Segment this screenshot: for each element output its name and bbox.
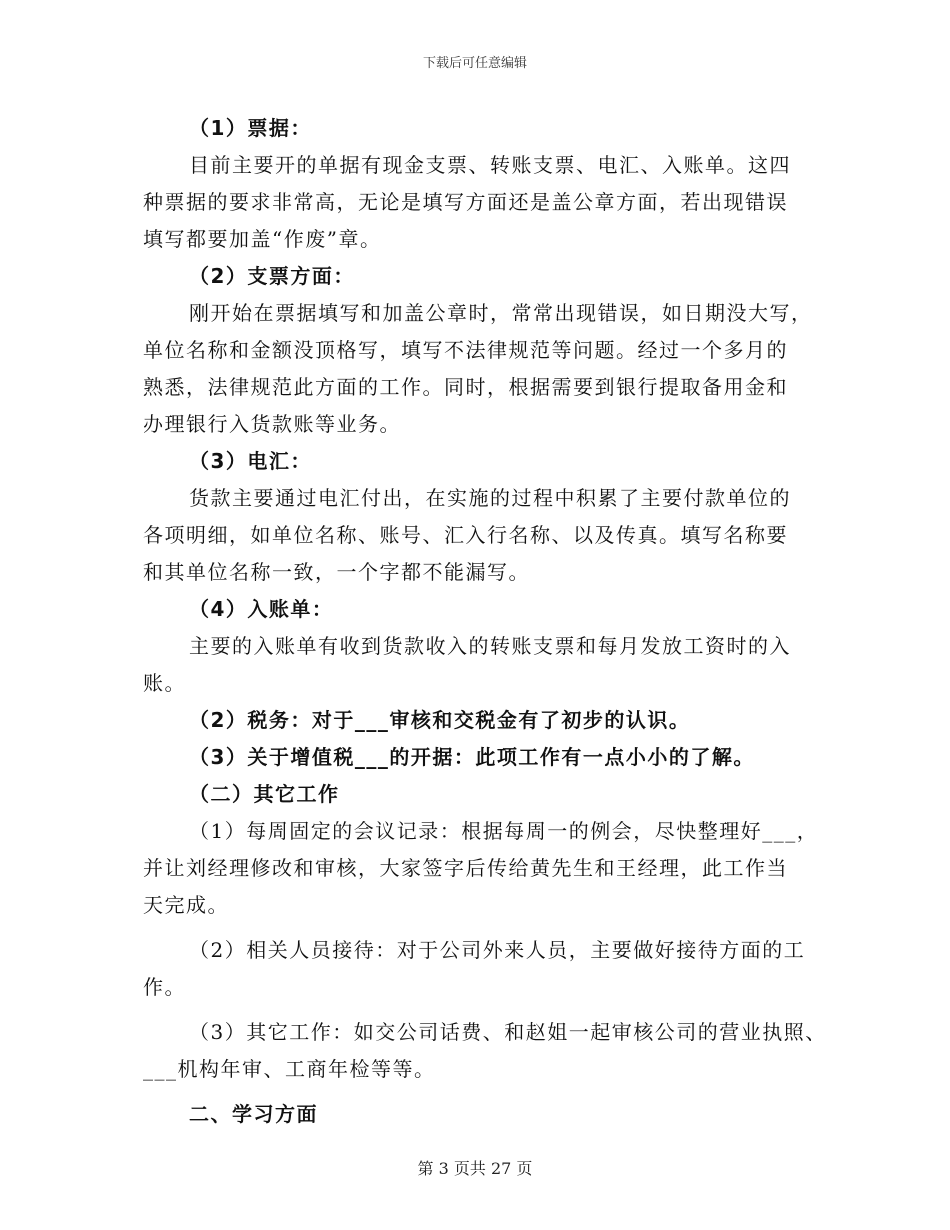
- paragraph-line: 作。: [143, 975, 186, 999]
- document-body: [143, 110, 827, 1133]
- section-heading-other-work: （二）其它工作: [189, 782, 340, 806]
- paragraph-line: 和其单位名称一致，一个字都不能漏写。: [143, 560, 530, 584]
- paragraph-line: 刚开始在票据填写和加盖公章时，常常出现错误，如日期没大写，: [189, 301, 813, 325]
- paragraph-line: 主要的入账单有收到货款收入的转账支票和每月发放工资时的入: [189, 634, 791, 658]
- paragraph-line: 办理银行入货款账等业务。: [143, 412, 401, 436]
- section-heading-vat: （3）关于增值税___的开据：此项工作有一点小小的了解。: [189, 745, 755, 769]
- paragraph-line: 种票据的要求非常高，无论是填写方面还是盖公章方面，若出现错误: [143, 190, 788, 214]
- paragraph-line: 账。: [143, 671, 186, 695]
- paragraph-line: （3）其它工作：如交公司话费、和赵姐一起审核公司的营业执照、: [189, 1020, 827, 1044]
- paragraph-line: ___机构年审、工商年检等等。: [143, 1057, 436, 1081]
- paragraph-line: 各项明细，如单位名称、账号、汇入行名称、以及传真。填写名称要: [143, 523, 788, 547]
- page-header-note: 下载后可任意编辑: [422, 56, 527, 71]
- paragraph-line: （2）相关人员接待：对于公司外来人员，主要做好接待方面的工: [189, 938, 806, 962]
- paragraph-line: 目前主要开的单据有现金支票、转账支票、电汇、入账单。这四: [189, 153, 791, 177]
- section-heading-wire-transfer: （3）电汇：: [189, 449, 312, 473]
- paragraph-line: 熟悉，法律规范此方面的工作。同时，根据需要到银行提取备用金和: [143, 375, 788, 399]
- paragraph-line: 填写都要加盖“作废”章。: [143, 227, 382, 251]
- paragraph-line: 单位名称和金额没顶格写，填写不法律规范等问题。经过一个多月的: [143, 338, 788, 362]
- paragraph-line: 货款主要通过电汇付出，在实施的过程中积累了主要付款单位的: [189, 486, 791, 510]
- section-heading-bills: （1）票据：: [189, 116, 312, 140]
- paragraph-line: 天完成。: [143, 893, 229, 917]
- paragraph-line: 并让刘经理修改和审核，大家签字后传给黄先生和王经理，此工作当: [143, 856, 788, 880]
- paragraph-line: （1）每周固定的会议记录：根据每周一的例会，尽快整理好___，: [189, 819, 819, 843]
- section-heading-checks: （2）支票方面：: [189, 264, 355, 288]
- page-number-footer: 第 3 页共 27 页: [417, 1159, 533, 1178]
- section-heading-study: 二、学习方面: [189, 1102, 318, 1126]
- section-heading-entry-slip: （4）入账单：: [189, 597, 334, 621]
- section-heading-tax: （2）税务：对于___审核和交税金有了初步的认识。: [189, 708, 691, 732]
